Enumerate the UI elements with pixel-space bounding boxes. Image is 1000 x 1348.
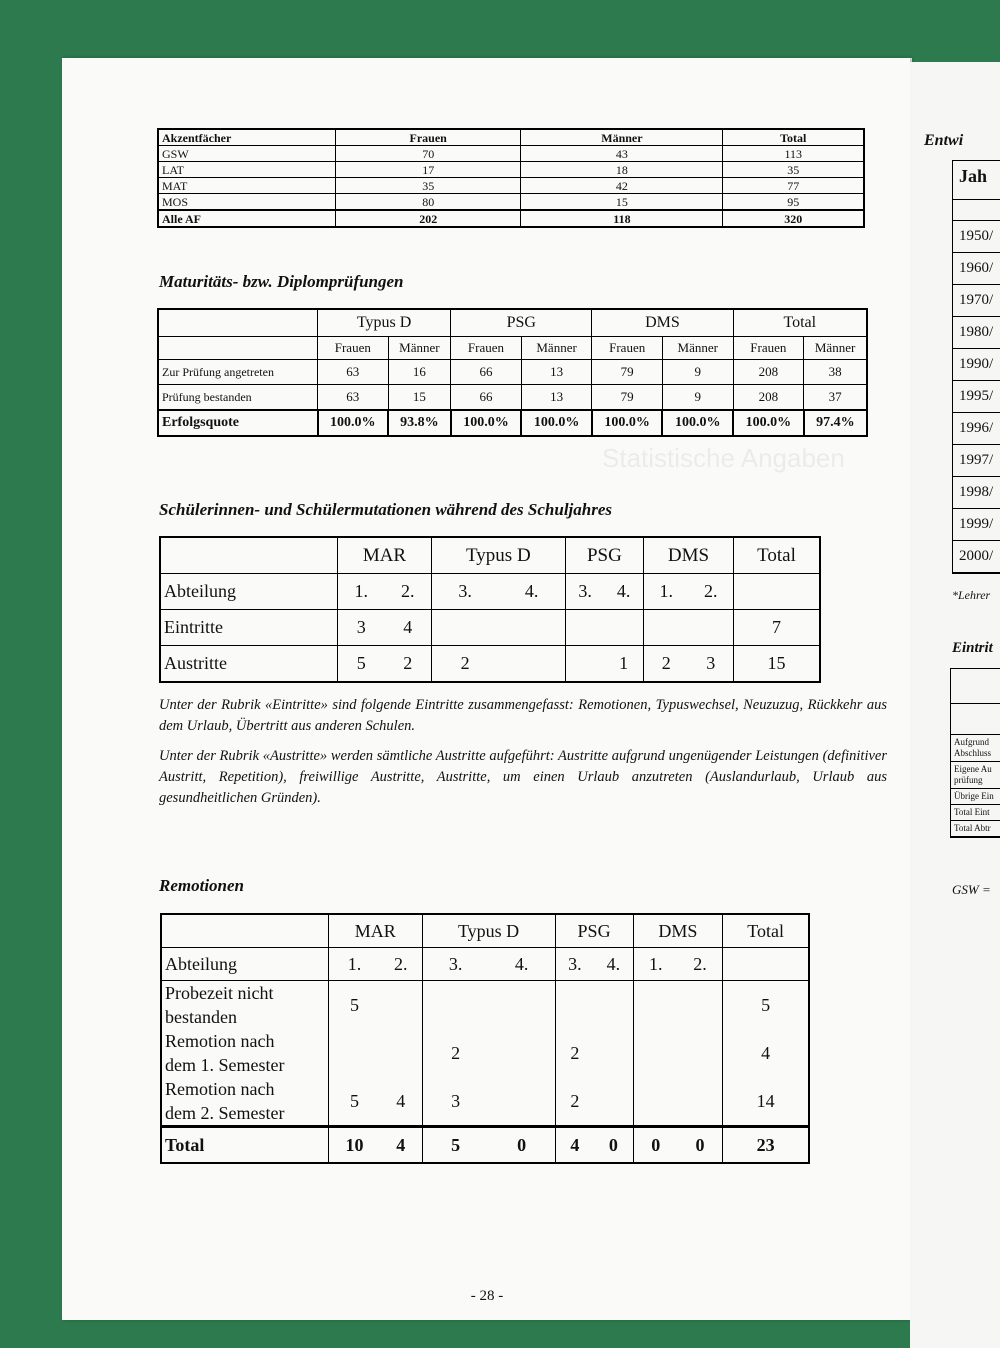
table-cell: 3. bbox=[555, 948, 594, 981]
row-label-line: Probezeit nicht bbox=[165, 983, 274, 1003]
table-cell bbox=[380, 1029, 422, 1077]
table-cell: 2 bbox=[431, 646, 498, 683]
header-cell: MAR bbox=[329, 914, 423, 948]
table-cell: 100.0% bbox=[733, 410, 804, 436]
table-cell: 100.0% bbox=[592, 410, 663, 436]
table-row bbox=[158, 146, 864, 162]
year-cell: 1980/ bbox=[953, 317, 1000, 349]
akzentfaecher-table bbox=[157, 128, 865, 228]
table-cell: 100.0% bbox=[662, 410, 733, 436]
table-cell: 93.8% bbox=[388, 410, 451, 436]
table-header-row bbox=[161, 914, 809, 948]
table-cell bbox=[633, 981, 678, 1030]
table-cell bbox=[489, 1029, 556, 1077]
table-cell bbox=[594, 981, 633, 1030]
header-cell: PSG bbox=[555, 914, 633, 948]
group-header: PSG bbox=[451, 309, 592, 337]
table-row bbox=[158, 178, 864, 194]
total-row bbox=[161, 1127, 809, 1164]
table-row bbox=[161, 981, 809, 1030]
row-label-line: dem 1. Semester bbox=[165, 1055, 285, 1075]
table-row bbox=[158, 360, 867, 385]
row-label: MAT bbox=[158, 178, 336, 194]
table-cell: 3. bbox=[431, 574, 498, 610]
group-header-row bbox=[158, 309, 867, 337]
table-cell bbox=[565, 610, 604, 646]
table-cell: 100.0% bbox=[521, 410, 592, 436]
table-cell: 70 bbox=[336, 146, 521, 162]
row-label: MOS bbox=[158, 194, 336, 211]
year-cell: 1960/ bbox=[953, 253, 1000, 285]
table-cell: 5 bbox=[329, 981, 380, 1030]
table-cell: 2 bbox=[384, 646, 431, 683]
row-label-line: Remotion nach bbox=[165, 1031, 275, 1051]
table-row bbox=[160, 574, 820, 610]
subheader-cell: Frauen bbox=[733, 337, 804, 360]
table-cell: 2 bbox=[570, 1042, 580, 1063]
subheader-cell: Männer bbox=[662, 337, 733, 360]
header-cell: DMS bbox=[643, 537, 733, 574]
section-title-remotionen: Remotionen bbox=[159, 876, 245, 895]
table-cell: 13 bbox=[521, 360, 592, 385]
table-cell: 4. bbox=[604, 574, 643, 610]
table-cell bbox=[633, 1077, 678, 1127]
year-cell: 1998/ bbox=[953, 477, 1000, 509]
table-cell bbox=[594, 1029, 633, 1077]
subheader-cell: Männer bbox=[521, 337, 592, 360]
table-cell: 208 bbox=[733, 360, 804, 385]
group-header: Typus D bbox=[318, 309, 451, 337]
header-cell: MAR bbox=[338, 537, 432, 574]
table-cell: 5 bbox=[723, 981, 809, 1030]
table-cell: 3 bbox=[338, 610, 385, 646]
row-label: Austritte bbox=[160, 646, 338, 683]
table-cell bbox=[555, 981, 594, 1030]
row-label: Eigene Au prüfung bbox=[951, 762, 1000, 789]
row-label: Abteilung bbox=[161, 948, 329, 981]
table-cell: 5 bbox=[422, 1127, 489, 1164]
eintritte-explanation: Unter der Rubrik «Eintritte» sind folgende Eintritte zusammengefasst: Remotionen, Typuswechsel, Neuzuzug, Rückkehr aus dem Urlaub, Übertritt aus anderen Schulen. bbox=[159, 697, 887, 734]
empty-cell bbox=[158, 337, 318, 360]
table-cell: 10 bbox=[329, 1127, 380, 1164]
table-row bbox=[158, 385, 867, 411]
table-cell bbox=[594, 1077, 633, 1127]
table-cell bbox=[688, 610, 733, 646]
table-cell: 4 bbox=[723, 1029, 809, 1077]
row-label-line: bestanden bbox=[165, 1007, 237, 1027]
table-cell: 1. bbox=[633, 948, 678, 981]
subheader-cell: Frauen bbox=[318, 337, 389, 360]
right-page-table bbox=[952, 160, 1000, 574]
table-cell: 97.4% bbox=[804, 410, 867, 436]
table-cell: 35 bbox=[336, 178, 521, 194]
header-cell: Frauen bbox=[336, 129, 521, 146]
right-page-title-2: Eintrit bbox=[952, 640, 993, 656]
table-cell: 2. bbox=[380, 948, 422, 981]
row-label: Prüfung bestanden bbox=[158, 385, 318, 411]
table-row bbox=[158, 194, 864, 211]
table-cell: 18 bbox=[521, 162, 723, 178]
row-label: Erfolgsquote bbox=[158, 410, 318, 436]
table-cell: 63 bbox=[318, 360, 389, 385]
empty-cell bbox=[161, 914, 329, 948]
table-cell bbox=[489, 981, 556, 1030]
austritte-explanation: Unter der Rubrik «Austritte» werden sämtliche Austritte aufgeführt: Austritte aufgrund ungenügender Leistungen (definitiver Austritt, Repetition), freiwillige Austritte, Austritte, um einen Urlaub anzutreten (Auslandurlaub, Urlaub aus gesundheitlichen Gründen). bbox=[159, 748, 887, 806]
row-label bbox=[161, 1077, 329, 1127]
row-label: Aufgrund Abschluss bbox=[951, 735, 1000, 762]
header-cell: Typus D bbox=[431, 537, 565, 574]
group-header: DMS bbox=[592, 309, 733, 337]
table-cell: 100.0% bbox=[318, 410, 389, 436]
row-label: Total bbox=[161, 1127, 329, 1164]
table-cell: 4. bbox=[489, 948, 556, 981]
year-cell: 1950/ bbox=[953, 221, 1000, 253]
empty-cell bbox=[160, 537, 338, 574]
subheader-cell: Frauen bbox=[592, 337, 663, 360]
table-cell bbox=[678, 1029, 723, 1077]
table-cell: 79 bbox=[592, 385, 663, 411]
table-cell bbox=[733, 574, 820, 610]
table-cell bbox=[565, 646, 604, 683]
subheader-cell: Frauen bbox=[451, 337, 522, 360]
subheader-row bbox=[158, 337, 867, 360]
bleed-through-text: Statistische Angaben bbox=[602, 443, 845, 473]
table-cell: 66 bbox=[451, 385, 522, 411]
row-label: Total Abtr bbox=[951, 821, 1000, 837]
table-cell: 2. bbox=[384, 574, 431, 610]
right-page-note: *Lehrer bbox=[952, 588, 991, 602]
header-cell: PSG bbox=[565, 537, 643, 574]
table-cell: 2 bbox=[451, 1042, 461, 1063]
table-cell: 0 bbox=[594, 1127, 633, 1164]
year-cell: 1970/ bbox=[953, 285, 1000, 317]
group-header: Total bbox=[733, 309, 867, 337]
year-cell: 1996/ bbox=[953, 413, 1000, 445]
table-cell: 79 bbox=[592, 360, 663, 385]
section-title-pruefungen: Maturitäts- bzw. Diplomprüfungen bbox=[159, 272, 404, 291]
table-cell: 4 bbox=[555, 1127, 594, 1164]
remotionen-table bbox=[160, 913, 810, 1164]
table-cell: 5 bbox=[329, 1077, 380, 1127]
year-cell: 1997/ bbox=[953, 445, 1000, 477]
year-cell: 1990/ bbox=[953, 349, 1000, 381]
row-label: Abteilung bbox=[160, 574, 338, 610]
table-cell: 16 bbox=[388, 360, 451, 385]
table-cell: 3 bbox=[422, 1077, 489, 1127]
table-cell: 100.0% bbox=[451, 410, 522, 436]
table-cell: 2 bbox=[555, 1077, 594, 1127]
row-label: LAT bbox=[158, 162, 336, 178]
table-cell bbox=[498, 646, 565, 683]
row-label bbox=[161, 981, 329, 1030]
table-cell: 2. bbox=[678, 948, 723, 981]
header-cell: Akzentfächer bbox=[158, 129, 336, 146]
table-cell bbox=[723, 948, 809, 981]
year-cell: 2000/ bbox=[953, 541, 1000, 573]
row-label: Alle AF bbox=[158, 210, 336, 227]
table-cell: 4. bbox=[498, 574, 565, 610]
header-cell: Männer bbox=[521, 129, 723, 146]
row-label bbox=[161, 1029, 329, 1077]
table-cell: 1. bbox=[338, 574, 385, 610]
erfolgsquote-row bbox=[158, 410, 867, 436]
row-label: Eintritte bbox=[160, 610, 338, 646]
page-number: - 28 - bbox=[470, 1288, 504, 1304]
table-cell bbox=[643, 610, 688, 646]
table-cell: 2 bbox=[643, 646, 688, 683]
table-cell: 63 bbox=[318, 385, 389, 411]
table-cell bbox=[380, 981, 422, 1030]
table-cell: 35 bbox=[723, 162, 864, 178]
pruefungen-table bbox=[157, 308, 868, 437]
right-page-gsw: GSW = bbox=[952, 882, 991, 897]
table-cell: 2. bbox=[688, 574, 733, 610]
table-cell: 4. bbox=[594, 948, 633, 981]
table-cell: 0 bbox=[633, 1127, 678, 1164]
table-cell: 5 bbox=[338, 646, 385, 683]
table-cell bbox=[498, 610, 565, 646]
table-cell bbox=[431, 610, 498, 646]
row-label: Total Eint bbox=[951, 805, 1000, 821]
table-cell: 95 bbox=[723, 194, 864, 211]
table-cell: 202 bbox=[336, 210, 521, 227]
year-cell: 1999/ bbox=[953, 509, 1000, 541]
table-cell: 37 bbox=[804, 385, 867, 411]
table-cell: 7 bbox=[733, 610, 820, 646]
row-label-line: Remotion nach bbox=[165, 1079, 275, 1099]
table-cell: 42 bbox=[521, 178, 723, 194]
header-cell: Total bbox=[723, 914, 809, 948]
table-row bbox=[158, 162, 864, 178]
table-cell bbox=[489, 1077, 556, 1127]
empty-cell bbox=[158, 309, 318, 337]
table-cell bbox=[633, 1029, 678, 1077]
table-cell: 320 bbox=[723, 210, 864, 227]
table-cell: 9 bbox=[662, 385, 733, 411]
row-label: Übrige Ein bbox=[951, 789, 1000, 805]
table-cell: 4 bbox=[384, 610, 431, 646]
table-cell: 113 bbox=[723, 146, 864, 162]
table-cell: 0 bbox=[678, 1127, 723, 1164]
table-cell: 77 bbox=[723, 178, 864, 194]
table-cell: 38 bbox=[804, 360, 867, 385]
table-cell: 23 bbox=[723, 1127, 809, 1164]
table-row bbox=[161, 1029, 809, 1077]
table-cell: 4 bbox=[380, 1077, 422, 1127]
table-cell bbox=[604, 610, 643, 646]
table-cell: 15 bbox=[733, 646, 820, 683]
row-label: Zur Prüfung angetreten bbox=[158, 360, 318, 385]
table-cell: 1. bbox=[329, 948, 380, 981]
table-cell: 13 bbox=[521, 385, 592, 411]
table-cell: 3. bbox=[422, 948, 489, 981]
table-cell bbox=[329, 1029, 380, 1077]
table-cell: 208 bbox=[733, 385, 804, 411]
right-table-blank bbox=[953, 200, 1000, 221]
table-row bbox=[160, 646, 820, 683]
table-cell: 66 bbox=[451, 360, 522, 385]
table-cell bbox=[678, 981, 723, 1030]
table-cell: 17 bbox=[336, 162, 521, 178]
header-cell: Total bbox=[723, 129, 864, 146]
table-cell: 80 bbox=[336, 194, 521, 211]
table-header-row bbox=[158, 129, 864, 146]
right-page-title: Entwi bbox=[924, 132, 964, 149]
mutationen-table bbox=[159, 536, 821, 683]
header-cell: Total bbox=[733, 537, 820, 574]
header-cell: Typus D bbox=[422, 914, 555, 948]
table-cell: 118 bbox=[521, 210, 723, 227]
right-table-header: Jah bbox=[953, 161, 1000, 200]
table-cell: 43 bbox=[521, 146, 723, 162]
blank-cell bbox=[951, 669, 1000, 704]
table-header-row bbox=[160, 537, 820, 574]
table-row bbox=[161, 1077, 809, 1127]
total-row bbox=[158, 210, 864, 227]
table-cell: 14 bbox=[723, 1077, 809, 1127]
table-cell: 1 bbox=[604, 646, 643, 683]
table-cell bbox=[422, 981, 489, 1030]
right-page-fragment bbox=[910, 62, 1000, 1348]
table-cell: 9 bbox=[662, 360, 733, 385]
right-page-table-2 bbox=[950, 668, 1000, 838]
table-row bbox=[160, 610, 820, 646]
row-label: GSW bbox=[158, 146, 336, 162]
blank-cell bbox=[951, 704, 1000, 735]
table-cell: 1. bbox=[643, 574, 688, 610]
year-cell: 1995/ bbox=[953, 381, 1000, 413]
header-cell: DMS bbox=[633, 914, 723, 948]
section-title-mutationen: Schülerinnen- und Schülermutationen während des Schuljahres bbox=[159, 500, 612, 519]
subheader-cell: Männer bbox=[804, 337, 867, 360]
table-cell: 4 bbox=[380, 1127, 422, 1164]
row-label-line: dem 2. Semester bbox=[165, 1103, 285, 1123]
table-row bbox=[161, 948, 809, 981]
table-cell: 3. bbox=[565, 574, 604, 610]
table-cell: 3 bbox=[688, 646, 733, 683]
left-page bbox=[62, 58, 910, 1320]
table-cell: 15 bbox=[521, 194, 723, 211]
table-cell bbox=[678, 1077, 723, 1127]
subheader-cell: Männer bbox=[388, 337, 451, 360]
table-cell: 0 bbox=[489, 1127, 556, 1164]
table-cell: 15 bbox=[388, 385, 451, 411]
